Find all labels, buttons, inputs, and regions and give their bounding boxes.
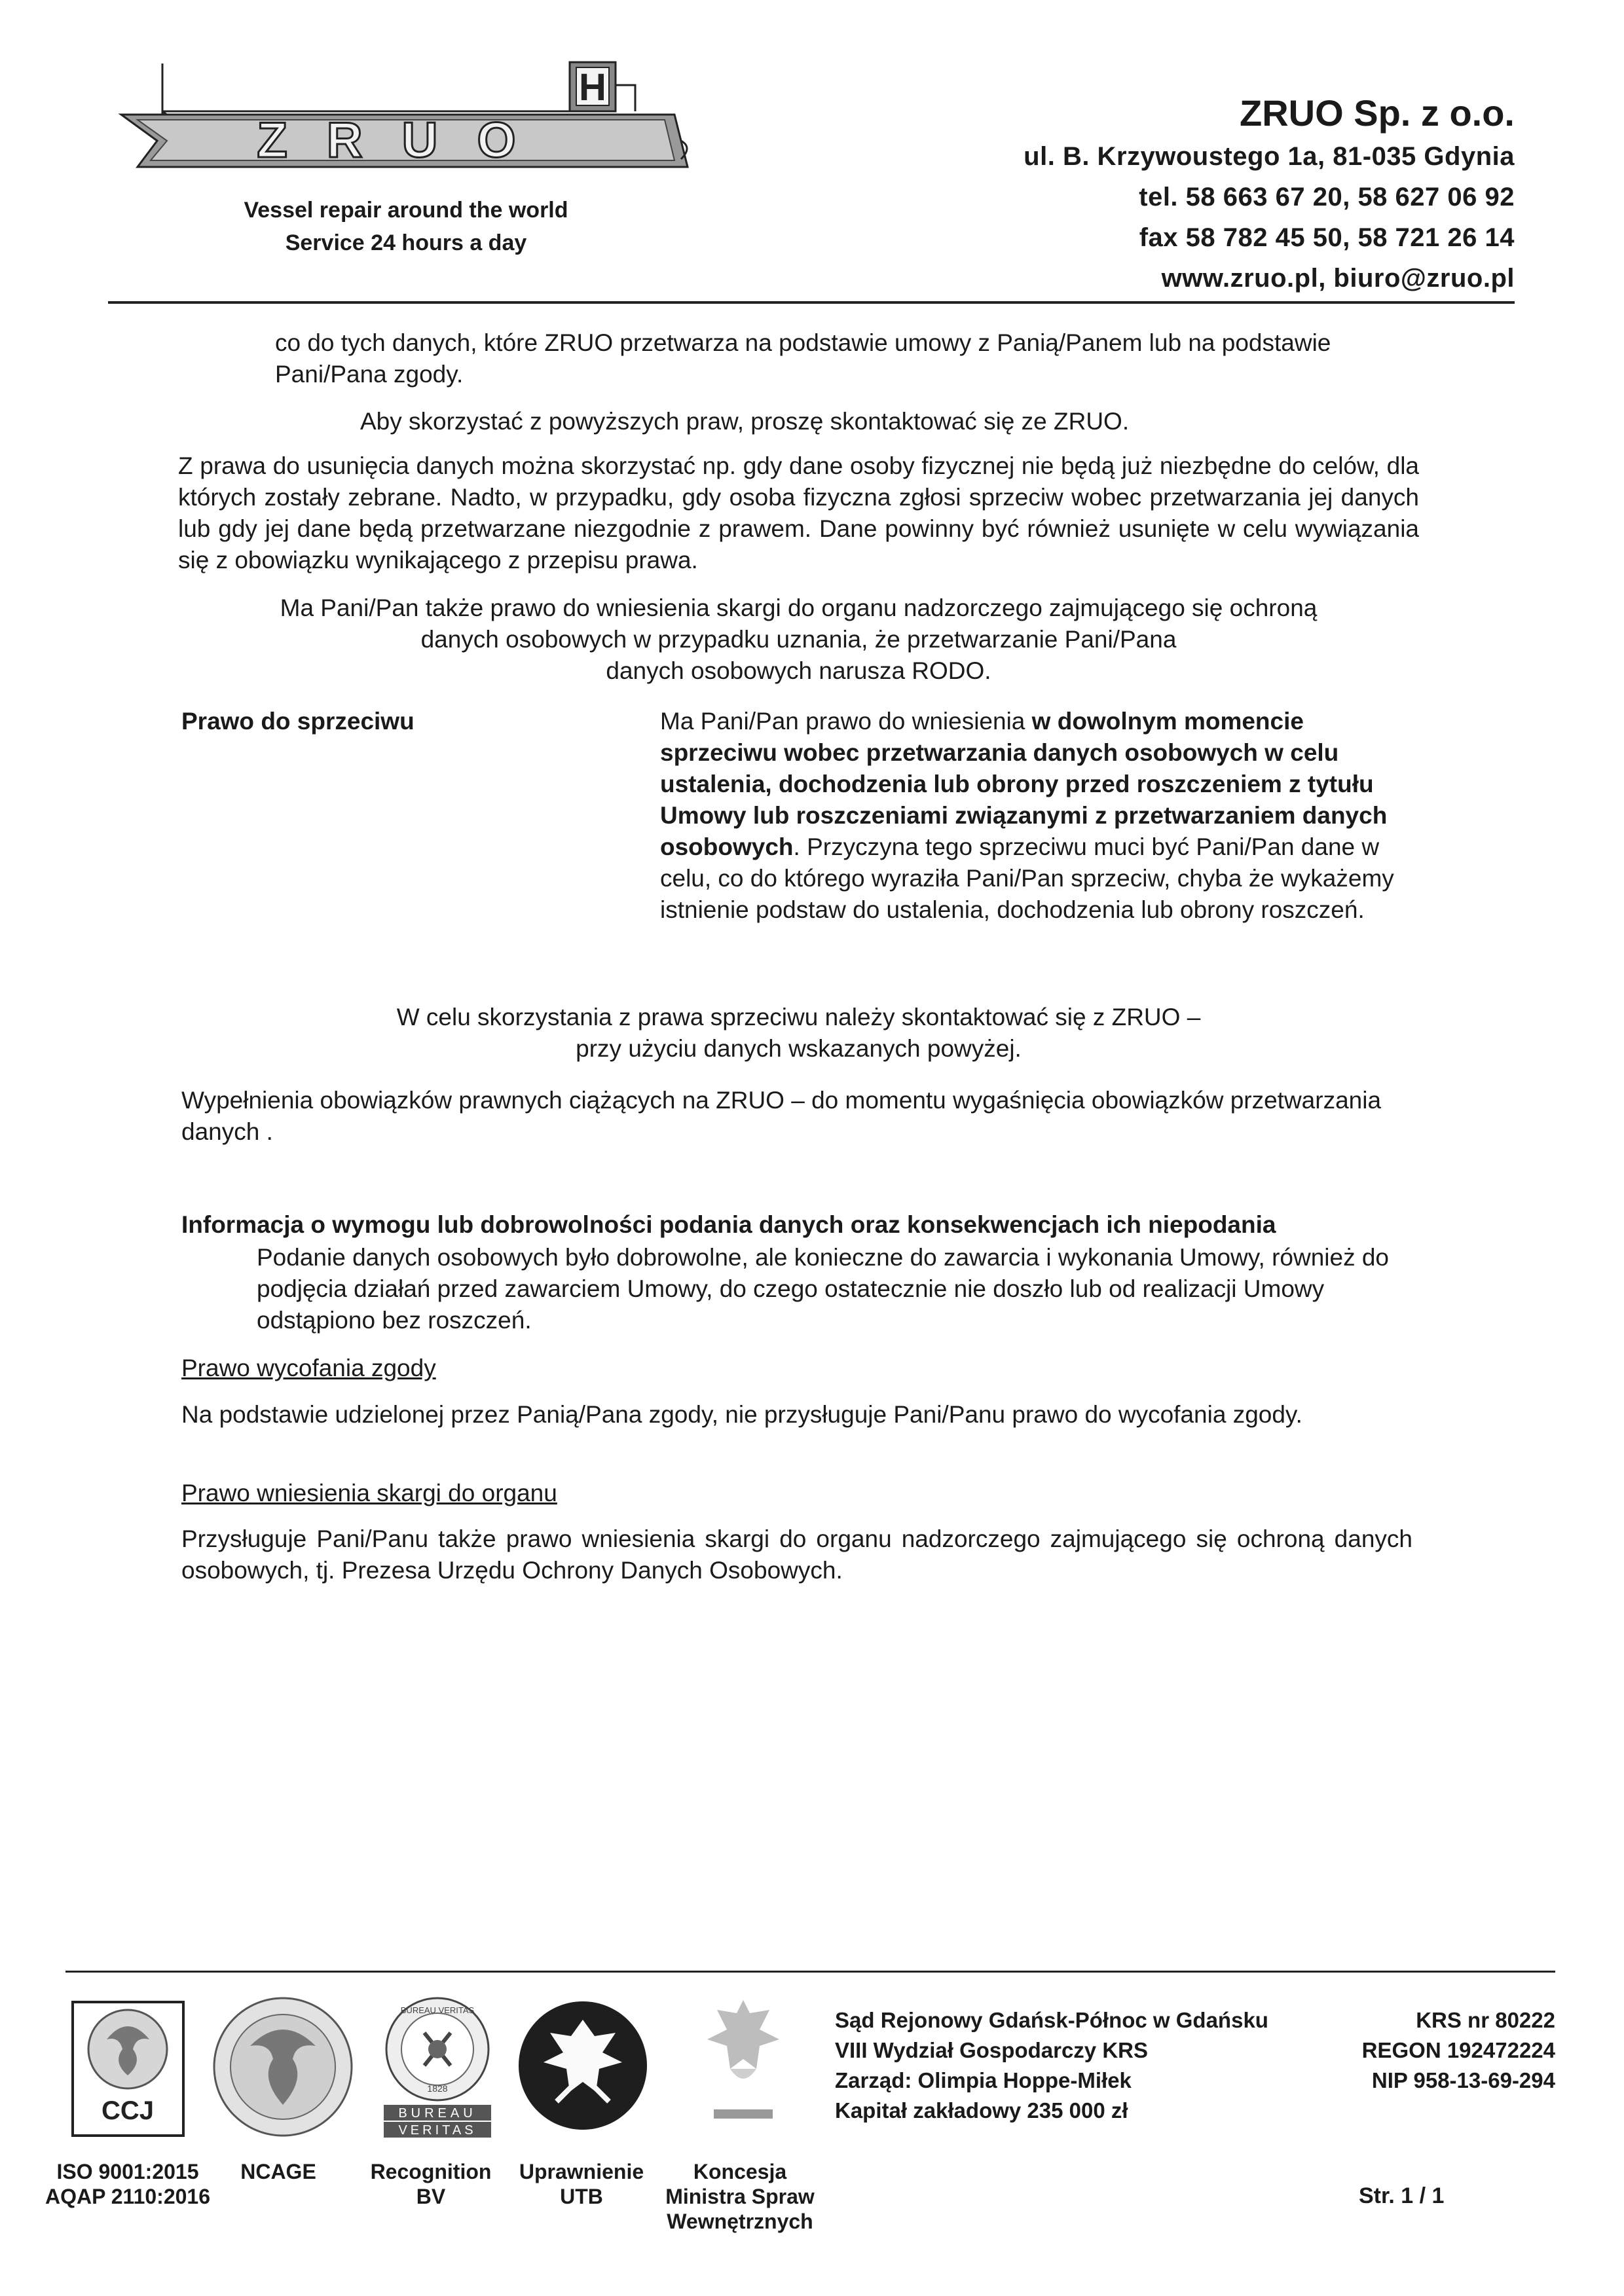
objection-label: Prawo do sprzeciwu bbox=[181, 708, 415, 735]
cert-mswia-line-2: Ministra Spraw bbox=[665, 2185, 815, 2208]
header-divider bbox=[108, 301, 1515, 304]
bv-ring-text: BUREAU VERITAS bbox=[400, 2005, 475, 2015]
complaint-line-3: danych osobowych narusza RODO. bbox=[606, 657, 991, 684]
bv-year: 1828 bbox=[427, 2083, 448, 2094]
cert-bv-line-2: BV bbox=[416, 2185, 446, 2208]
objection-text bbox=[660, 706, 1420, 926]
zruo-logo bbox=[111, 49, 701, 183]
objection-bold: w dowolnym momencie sprzeciwu wobec przetwarzania danych osobowych w celu ustalenia, dochodzenia lub obrony przed roszczeniem z tytułu Umowy lub roszczeniami związanymi z przetwarzaniem danych osobowych bbox=[660, 708, 1388, 860]
reg-department: VIII Wydział Gospodarczy KRS bbox=[835, 2038, 1149, 2062]
polish-eagle-emblem bbox=[694, 1990, 792, 2134]
complaint-line-2: danych osobowych w przypadku uznania, że przetwarzanie Pani/Pana bbox=[420, 626, 1177, 653]
paragraph-complaint-right: Przysługuje Pani/Panu także prawo wniesienia skargi do organu nadzorczego zajmującego się ochroną danych osobowych, tj. Prezesa Urzędu Ochrony Danych Osobowych. bbox=[181, 1525, 1412, 1584]
registration-numbers bbox=[1362, 2005, 1555, 2096]
heading-withdraw-consent: Prawo wycofania zgody bbox=[181, 1355, 436, 1381]
tagline-2: Service 24 hours a day bbox=[285, 230, 527, 255]
paragraph-voluntary-data: Podanie danych osobowych było dobrowolne, ale konieczne do zawarcia i wykonania Umowy, również do podjęcia działań przed zawarciem Umowy, do czego ostatecznie nie doszło lub od realizacji Umowy odstąpiono bez roszczeń. bbox=[257, 1244, 1390, 1334]
heading-complaint-right: Prawo wniesienia skargi do organu bbox=[181, 1480, 557, 1506]
cert-utb-line-2: UTB bbox=[560, 2185, 603, 2208]
company-name: ZRUO Sp. z o.o. bbox=[1240, 92, 1515, 134]
reg-board: Zarząd: Olimpia Hoppe-Miłek bbox=[835, 2068, 1132, 2092]
objection-contact-line-1: W celu skorzystania z prawa sprzeciwu należy skontaktować się z ZRUO – bbox=[396, 1004, 1201, 1030]
paragraph-complaint bbox=[178, 592, 1419, 687]
company-block bbox=[1024, 90, 1515, 299]
company-address: ul. B. Krzywoustego 1a, 81-035 Gdynia bbox=[1024, 142, 1515, 171]
cert-mswia bbox=[658, 2159, 822, 2234]
page-number: Str. 1 / 1 bbox=[1359, 2183, 1445, 2208]
ncage-seal bbox=[211, 1994, 355, 2141]
company-phone: tel. 58 663 67 20, 58 627 06 92 bbox=[1139, 183, 1515, 211]
reg-capital: Kapitał zakładowy 235 000 zł bbox=[835, 2098, 1128, 2123]
registration-block bbox=[835, 2005, 1268, 2126]
cert-bv-line-1: Recognition bbox=[370, 2160, 492, 2183]
heading-data-requirement: Informacja o wymogu lub dobrowolności podania danych oraz konsekwencjach ich niepodania bbox=[181, 1211, 1276, 1238]
ccj-text: CCJ bbox=[101, 2096, 155, 2125]
bureau-veritas-logo bbox=[378, 1994, 496, 2144]
bv-band-2: VERITAS bbox=[398, 2123, 477, 2138]
tagline-1: Vessel repair around the world bbox=[244, 198, 568, 223]
paragraph-erasure-right: Z prawa do usunięcia danych można skorzystać np. gdy dane osoby fizycznej nie będą już niezbędne do celów, dla których zostały zebrane. Nadto, w przypadku, gdy osoba fizyczna zgłosi sprzeciw wobec przetwarzania jej danych lub gdy jej dane będą przetwarzane niezgodnie z prawem. Dane powinny być również usunięte w celu wywiązania się z obowiązku wynikającego z przepisu prawa. bbox=[178, 452, 1419, 574]
objection-contact-line-2: przy użyciu danych wskazanych powyżej. bbox=[576, 1035, 1022, 1062]
utb-eagle-logo bbox=[517, 1997, 648, 2134]
cert-mswia-line-1: Koncesja bbox=[693, 2160, 787, 2183]
logo-badge-letter: H bbox=[579, 66, 606, 109]
company-fax: fax 58 782 45 50, 58 721 26 14 bbox=[1139, 223, 1515, 252]
cert-iso bbox=[39, 2159, 216, 2209]
cert-bv bbox=[359, 2159, 503, 2209]
paragraph-data-scope: co do tych danych, które ZRUO przetwarza na podstawie umowy z Panią/Panem lub na podstawie Pani/Pana zgody. bbox=[275, 329, 1331, 388]
cert-utb bbox=[509, 2159, 654, 2209]
reg-court: Sąd Rejonowy Gdańsk-Północ w Gdańsku bbox=[835, 2008, 1268, 2032]
reg-nip: NIP 958-13-69-294 bbox=[1371, 2068, 1555, 2092]
cert-iso-line-1: ISO 9001:2015 bbox=[56, 2160, 199, 2183]
footer-divider bbox=[65, 1971, 1555, 1973]
cert-ncage: NCAGE bbox=[240, 2160, 316, 2183]
paragraph-withdraw-consent: Na podstawie udzielonej przez Panią/Pana zgody, nie przysługuje Pani/Panu prawo do wycofania zgody. bbox=[181, 1401, 1302, 1428]
company-web-email: www.zruo.pl, biuro@zruo.pl bbox=[1161, 264, 1515, 293]
cert-iso-line-2: AQAP 2110:2016 bbox=[45, 2185, 211, 2208]
logo-wordmark: ZRUO bbox=[257, 113, 555, 168]
bv-band-1: BUREAU bbox=[398, 2106, 477, 2121]
paragraph-contact-zruo: Aby skorzystać z powyższych praw, proszę skontaktować się ze ZRUO. bbox=[360, 408, 1130, 435]
paragraph-objection-contact bbox=[178, 1002, 1419, 1065]
reg-krs: KRS nr 80222 bbox=[1416, 2008, 1555, 2032]
objection-rest: . Przyczyna tego sprzeciwu muci być Pani/Pan dane w celu, co do którego wyraziła Pani/Pan sprzeciw, chyba że wykażemy istnienie podstaw do ustalenia, dochodzenia lub obrony roszczeń. bbox=[660, 833, 1394, 923]
reg-regon: REGON 192472224 bbox=[1361, 2038, 1555, 2062]
cert-mswia-line-3: Wewnętrznych bbox=[667, 2210, 813, 2233]
paragraph-legal-obligations: Wypełnienia obowiązków prawnych ciążących na ZRUO – do momentu wygaśnięcia obowiązków przetwarzania danych . bbox=[181, 1087, 1382, 1145]
objection-intro: Ma Pani/Pan prawo do wniesienia bbox=[660, 708, 1025, 735]
complaint-line-1: Ma Pani/Pan także prawo do wniesienia skargi do organu nadzorczego zajmującego się ochroną bbox=[280, 594, 1318, 621]
ccj-logo bbox=[71, 2000, 185, 2138]
cert-utb-line-1: Uprawnienie bbox=[519, 2160, 644, 2183]
